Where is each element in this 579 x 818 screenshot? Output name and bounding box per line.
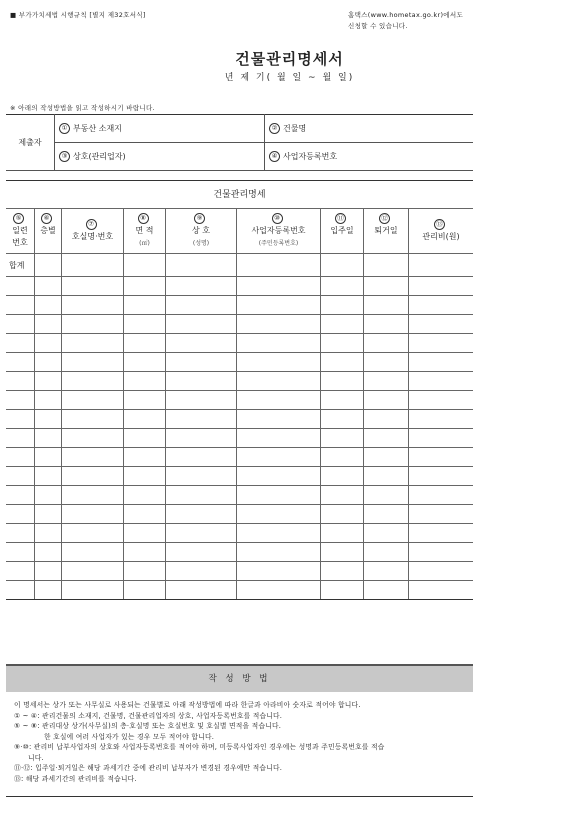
guide-line: 이 명세서는 상가 또는 사무실로 사용되는 건물별로 아래 작성방법에 따라 한글과 아라비아 숫자로 적어야 합니다. [14, 701, 361, 709]
table-row [6, 524, 473, 543]
cell[interactable] [124, 467, 166, 486]
col-number: ⑨ [194, 213, 205, 224]
cell[interactable] [364, 410, 409, 429]
cell[interactable] [237, 486, 321, 505]
table-row [6, 391, 473, 410]
cell[interactable] [35, 254, 62, 277]
cell[interactable] [321, 467, 364, 486]
cell[interactable] [62, 353, 124, 372]
cell[interactable] [237, 562, 321, 581]
cell[interactable] [364, 429, 409, 448]
col-number: ⑩ [272, 213, 283, 224]
col-label2: (성명) [192, 239, 210, 247]
cell[interactable] [124, 524, 166, 543]
table-row [6, 581, 473, 600]
cell[interactable] [35, 410, 62, 429]
cell[interactable] [6, 391, 35, 410]
cell[interactable] [124, 410, 166, 429]
cell[interactable] [364, 296, 409, 315]
cell[interactable] [35, 353, 62, 372]
cell[interactable] [237, 277, 321, 296]
cell[interactable] [62, 391, 124, 410]
cell[interactable] [364, 254, 409, 277]
col-label: 상 호 [192, 225, 210, 235]
cell[interactable] [62, 448, 124, 467]
cell[interactable] [166, 353, 237, 372]
cell[interactable] [124, 277, 166, 296]
table-row [6, 505, 473, 524]
col-number: ⑤ [13, 213, 24, 224]
cell[interactable] [35, 296, 62, 315]
cell[interactable] [62, 581, 124, 600]
field-label: 사업자등록번호 [283, 152, 338, 161]
cell[interactable] [6, 334, 35, 353]
cell[interactable] [321, 334, 364, 353]
cell[interactable] [237, 581, 321, 600]
col-header-area [124, 209, 166, 254]
hometax-note [348, 10, 463, 32]
cell[interactable] [409, 543, 474, 562]
cell[interactable] [237, 391, 321, 410]
cell[interactable] [124, 448, 166, 467]
cell[interactable] [35, 372, 62, 391]
cell[interactable] [237, 254, 321, 277]
col-number: ⑪ [335, 213, 346, 224]
cell[interactable] [124, 562, 166, 581]
cell[interactable] [237, 505, 321, 524]
cell[interactable] [321, 448, 364, 467]
guide-line: ① ~ ④: 관리건물의 소재지, 건물명, 건물관리업자의 상호, 사업자등록번호를 적습니다. [14, 711, 283, 720]
table-row [6, 467, 473, 486]
cell[interactable] [237, 467, 321, 486]
col-number: ⑧ [138, 213, 149, 224]
cell[interactable] [166, 372, 237, 391]
cell[interactable] [364, 334, 409, 353]
cell[interactable] [321, 296, 364, 315]
cell[interactable] [364, 505, 409, 524]
cell[interactable] [124, 315, 166, 334]
hometax-note-line1: 홈택스(www.hometax.go.kr)에서도 [348, 11, 464, 19]
guide-text [14, 700, 469, 784]
field-number: ② [269, 123, 280, 134]
table-row [6, 410, 473, 429]
field-number: ④ [269, 151, 280, 162]
col-label: 면 적 [135, 225, 154, 235]
field-number: ③ [59, 151, 70, 162]
cell[interactable] [364, 448, 409, 467]
cell[interactable] [409, 410, 474, 429]
col-label2: (주민등록번호) [258, 239, 299, 247]
cell[interactable] [62, 372, 124, 391]
cell[interactable] [6, 353, 35, 372]
cell[interactable] [321, 315, 364, 334]
cell[interactable] [62, 429, 124, 448]
col-header-serial [6, 209, 35, 254]
col-label: 퇴거일 [374, 226, 398, 235]
cell[interactable] [321, 486, 364, 505]
cell[interactable] [166, 391, 237, 410]
cell[interactable] [364, 486, 409, 505]
cell[interactable] [364, 372, 409, 391]
guide-line: ⑨·⑩: 관리비 납부사업자의 상호와 사업자등록번호를 적어야 하며, 미등록사업자인 경우에는 성명과 주민등록번호를 적습 [14, 743, 385, 751]
cell[interactable] [321, 410, 364, 429]
col-label: 일련 [12, 226, 28, 235]
table-row [6, 543, 473, 562]
cell[interactable] [166, 581, 237, 600]
field-label: 건물명 [283, 124, 307, 133]
cell[interactable] [6, 448, 35, 467]
cell[interactable] [35, 391, 62, 410]
cell[interactable] [6, 277, 35, 296]
cell[interactable] [237, 353, 321, 372]
cell[interactable] [321, 391, 364, 410]
cell[interactable] [166, 334, 237, 353]
col-label: 사업자등록번호 [251, 225, 306, 235]
cell[interactable] [62, 277, 124, 296]
cell[interactable] [409, 296, 474, 315]
cell[interactable] [237, 448, 321, 467]
cell[interactable] [6, 410, 35, 429]
field-trade-name[interactable] [55, 143, 265, 171]
cell[interactable] [166, 429, 237, 448]
cell[interactable] [35, 524, 62, 543]
total-row [6, 254, 473, 277]
col-header-unit [62, 209, 124, 254]
guide-title: 작 성 방 법 [6, 664, 473, 692]
cell[interactable] [6, 486, 35, 505]
table-row [6, 562, 473, 581]
cell[interactable] [6, 524, 35, 543]
cell[interactable] [237, 372, 321, 391]
cell[interactable] [35, 562, 62, 581]
cell[interactable] [166, 254, 237, 277]
cell[interactable] [409, 353, 474, 372]
field-property-location[interactable] [55, 115, 265, 143]
cell[interactable] [124, 372, 166, 391]
cell[interactable] [237, 296, 321, 315]
table-row [6, 296, 473, 315]
guide-line: ⑪·⑫: 입주일·퇴거일은 해당 과세기간 중에 관리비 납부자가 변경된 경우에만 적습니다. [14, 764, 283, 772]
cell[interactable] [124, 296, 166, 315]
guide-line: 한 호실에 여러 사업자가 있는 경우 모두 적어야 합니다. [44, 732, 215, 741]
col-header-move-in [321, 209, 364, 254]
table-row [6, 277, 473, 296]
cell[interactable] [6, 372, 35, 391]
cell[interactable] [35, 334, 62, 353]
cell[interactable] [409, 254, 474, 277]
cell[interactable] [6, 505, 35, 524]
col-label: 관리비(원) [422, 232, 460, 241]
cell[interactable] [166, 543, 237, 562]
cell[interactable] [35, 277, 62, 296]
cell[interactable] [364, 467, 409, 486]
cell[interactable] [166, 448, 237, 467]
cell[interactable] [237, 543, 321, 562]
guide-line: ⑬: 해당 과세기간의 관리비를 적습니다. [14, 774, 137, 783]
cell[interactable] [124, 254, 166, 277]
cell[interactable] [62, 562, 124, 581]
table-row [6, 372, 473, 391]
cell[interactable] [321, 372, 364, 391]
cell[interactable] [166, 277, 237, 296]
cell[interactable] [166, 467, 237, 486]
cell[interactable] [6, 429, 35, 448]
cell[interactable] [321, 277, 364, 296]
table-row [6, 429, 473, 448]
cell[interactable] [364, 524, 409, 543]
cell[interactable] [35, 429, 62, 448]
cell[interactable] [409, 524, 474, 543]
cell[interactable] [237, 410, 321, 429]
cell[interactable] [409, 372, 474, 391]
period-line: 년 제 기( 월 일 ~ 월 일) [224, 73, 355, 83]
cell[interactable] [409, 562, 474, 581]
table-row [6, 315, 473, 334]
cell[interactable] [409, 429, 474, 448]
cell[interactable] [364, 581, 409, 600]
form-reference: ■ 부가가치세법 시행규칙 [별지 제32호서식] [10, 11, 146, 19]
guide-line: 니다. [28, 753, 44, 762]
cell[interactable] [62, 254, 124, 277]
col-header-trade-name [166, 209, 237, 254]
cell[interactable] [62, 315, 124, 334]
cell[interactable] [364, 277, 409, 296]
col-header-floor [35, 209, 62, 254]
cell[interactable] [321, 543, 364, 562]
cell[interactable] [166, 524, 237, 543]
cell[interactable] [166, 562, 237, 581]
cell[interactable] [409, 334, 474, 353]
cell[interactable] [124, 334, 166, 353]
cell[interactable] [237, 334, 321, 353]
cell[interactable] [321, 581, 364, 600]
bottom-rule [6, 796, 473, 797]
cell[interactable] [409, 448, 474, 467]
submitter-label: 제출자 [6, 115, 55, 171]
field-label: 상호(관리업자) [73, 152, 126, 161]
cell[interactable] [124, 391, 166, 410]
guide-line: ⑤ ~ ⑧: 관리대상 상가(사무실)의 층·호실명 또는 호실번호 및 호실별 면적을 적습니다. [14, 722, 282, 730]
hometax-note-line2: 신청할 수 있습니다. [348, 22, 408, 30]
cell[interactable] [364, 543, 409, 562]
cell[interactable] [62, 543, 124, 562]
cell[interactable] [237, 524, 321, 543]
cell[interactable] [364, 562, 409, 581]
cell[interactable] [364, 315, 409, 334]
field-number: ① [59, 123, 70, 134]
col-header-move-out [364, 209, 409, 254]
cell[interactable] [321, 254, 364, 277]
cell[interactable] [6, 467, 35, 486]
col-header-fee [409, 209, 474, 254]
cell[interactable] [6, 562, 35, 581]
cell[interactable] [6, 581, 35, 600]
field-building-name[interactable] [265, 115, 474, 143]
page-title: 건물관리명세서 [235, 50, 344, 68]
col-label: 층별 [40, 226, 56, 235]
cell[interactable] [62, 410, 124, 429]
col-label: 입주일 [330, 226, 354, 235]
cell[interactable] [409, 505, 474, 524]
col-label: 호실명·번호 [71, 232, 114, 241]
cell[interactable] [6, 315, 35, 334]
building-management-table [6, 208, 473, 600]
cell[interactable] [409, 467, 474, 486]
cell[interactable] [6, 543, 35, 562]
table-header-row [6, 209, 473, 254]
cell[interactable] [237, 429, 321, 448]
cell[interactable] [237, 315, 321, 334]
submitter-table [6, 114, 473, 171]
instruction-note: ※ 아래의 작성방법을 읽고 작성하시기 바랍니다. [10, 104, 155, 112]
section-title: 건물관리명세 [6, 180, 473, 209]
cell[interactable] [409, 391, 474, 410]
field-business-reg-number[interactable] [265, 143, 474, 171]
table-row [6, 486, 473, 505]
total-label: 합계 [6, 254, 35, 277]
cell[interactable] [35, 467, 62, 486]
cell[interactable] [35, 543, 62, 562]
cell[interactable] [124, 353, 166, 372]
col-number: ⑫ [379, 213, 390, 224]
col-number: ⑦ [86, 219, 97, 230]
cell[interactable] [166, 315, 237, 334]
cell[interactable] [364, 353, 409, 372]
field-label: 부동산 소재지 [73, 124, 122, 133]
cell[interactable] [124, 543, 166, 562]
cell[interactable] [166, 486, 237, 505]
cell[interactable] [62, 524, 124, 543]
cell[interactable] [409, 486, 474, 505]
cell[interactable] [409, 315, 474, 334]
table-row [6, 448, 473, 467]
cell[interactable] [124, 486, 166, 505]
cell[interactable] [62, 296, 124, 315]
cell[interactable] [166, 296, 237, 315]
col-number: ⑬ [434, 219, 445, 230]
col-label2: (㎡) [139, 239, 150, 247]
cell[interactable] [62, 334, 124, 353]
cell[interactable] [166, 505, 237, 524]
cell[interactable] [321, 505, 364, 524]
cell[interactable] [124, 581, 166, 600]
table-row [6, 353, 473, 372]
cell[interactable] [62, 486, 124, 505]
cell[interactable] [409, 581, 474, 600]
cell[interactable] [166, 410, 237, 429]
cell[interactable] [364, 391, 409, 410]
table-row [6, 334, 473, 353]
col-header-reg-number [237, 209, 321, 254]
cell[interactable] [62, 505, 124, 524]
cell[interactable] [35, 315, 62, 334]
cell[interactable] [6, 296, 35, 315]
cell[interactable] [321, 562, 364, 581]
cell[interactable] [35, 581, 62, 600]
cell[interactable] [35, 505, 62, 524]
cell[interactable] [35, 448, 62, 467]
cell[interactable] [124, 505, 166, 524]
cell[interactable] [409, 277, 474, 296]
cell[interactable] [124, 429, 166, 448]
col-label2: 번호 [12, 238, 28, 247]
cell[interactable] [321, 353, 364, 372]
cell[interactable] [35, 486, 62, 505]
cell[interactable] [62, 467, 124, 486]
cell[interactable] [321, 524, 364, 543]
col-number: ⑥ [41, 213, 52, 224]
cell[interactable] [321, 429, 364, 448]
